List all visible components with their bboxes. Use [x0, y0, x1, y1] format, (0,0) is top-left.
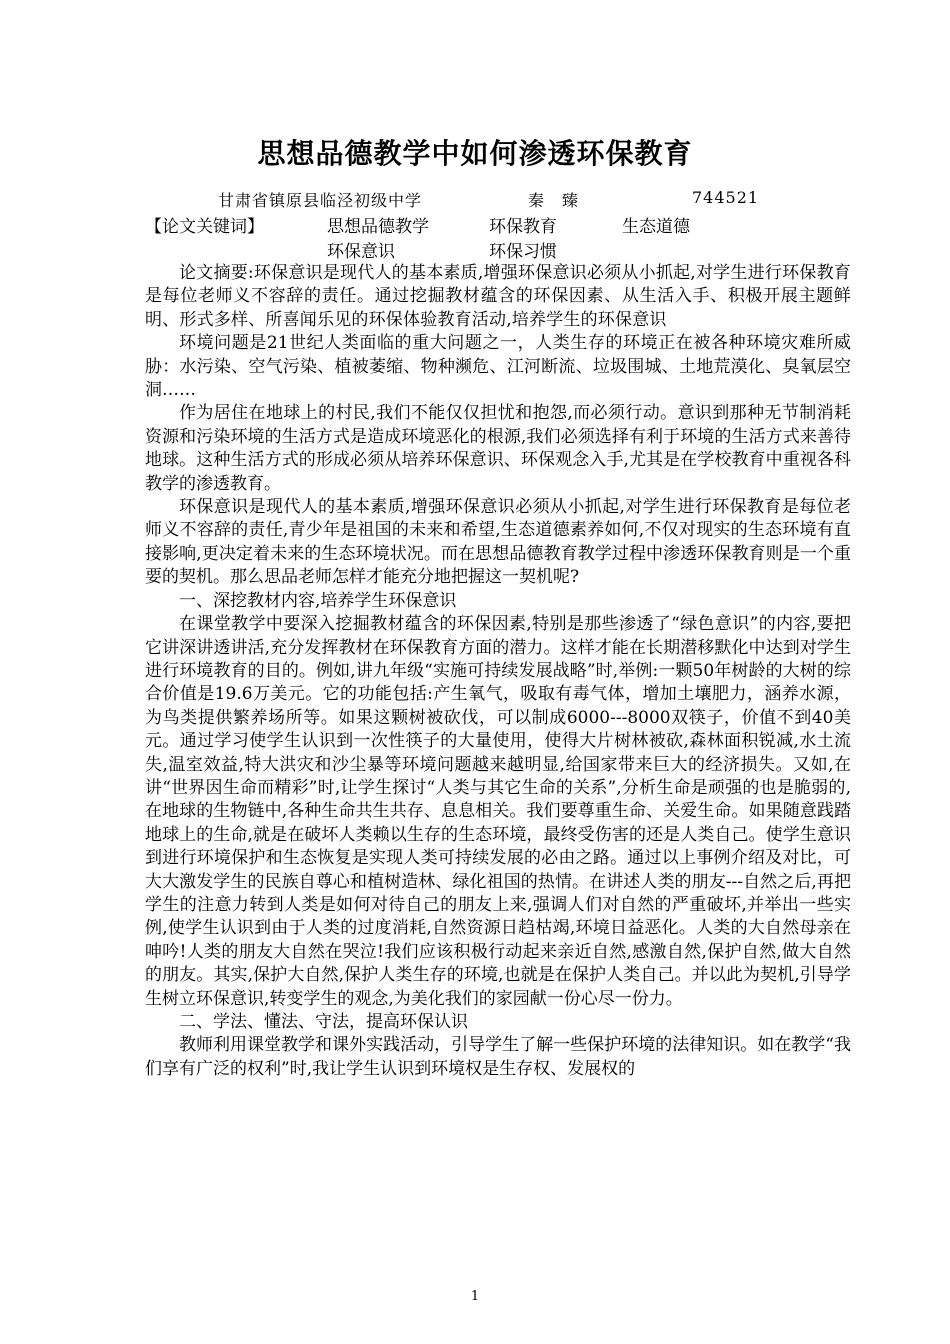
section-heading: 二、学法、懂法、守法，提高环保认识 [179, 1012, 468, 1032]
body-paragraph: 环境问题是21世纪人类面临的重大问题之一，人类生存的环境正在被各种环境灾难所威胁：水污染、空气污染、植被萎缩、物种濒危、江河断流、垃圾围城、土地荒漠化、臭氧层空洞…… [145, 333, 851, 401]
body-paragraph: 环保意识是现代人的基本素质,增强环保意识必须从小抓起,对学生进行环保教育是每位老师义不容辞的责任,青少年是祖国的未来和希望,生态道德素养如何,不仅对现实的生态环境有直接影响,更决定着未来的生态环境状况。而在思想品德教育教学过程中渗透环保教育则是一个重要的契机。那么思品老师怎样才能充分地把握这一契机呢? [145, 497, 851, 588]
body-paragraph: 教师利用课堂教学和课外实践活动，引导学生了解一些保护环境的法律知识。如在教学“我们享有广泛的权利”时,我让学生认识到环境权是生存权、发展权的 [145, 1035, 851, 1079]
page-number: 1 [470, 1289, 480, 1304]
body-paragraph: 在课堂教学中要深入挖掘教材蕴含的环保因素,特别是那些渗透了“绿色意识”的内容,要把它讲深讲透讲活,充分发挥教材在环保教育方面的潜力。这样才能在长期潜移默化中达到对学生进行环境教育的目的。例如,讲九年级“实施可持续发展战略”时,举例:一颗50年树龄的大树的综合价值是19.6万美元。它的功能包括:产生氧气，吸取有毒气体，增加土壤肥力，涵养水源，为鸟类提供繁养场所等。如果这颗树被砍伐，可以制成6000---8000双筷子，价值不到40美元。通过学习使学生认识到一次性筷子的大量使用，使得大片树林被砍,森林面积锐减,水土流失,温室效益,特大洪灾和沙尘暴等环境问题越来越明显,给国家带来巨大的经济损失。又如,在讲“世界因生命而精彩”时,让学生探讨“人类与其它生命的关系”,分析生命是顽强的也是脆弱的,在地球的生物链中,各种生命共生共存、息息相关。我们要尊重生命、关爱生命。如果随意践踏地球上的生命,就是在破坏人类赖以生存的生态环境，最终受伤害的还是人类自己。使学生意识到进行环境保护和生态恢复是实现人类可持续发展的必由之路。通过以上事例介绍及对比，可大大激发学生的民族自尊心和植树造林、绿化祖国的热情。在讲述人类的朋友---自然之后,再把学生的注意力转到人类是如何对待自己的朋友上来,强调人们对自然的严重破坏,并举出一些实例,使学生认识到由于人类的过度消耗,自然资源日趋枯竭,环境日益恶化。人类的大自然母亲在呻吟!人类的朋友大自然在哭泣!我们应该积极行动起来亲近自然,感激自然,保护自然,做大自然的朋友。其实,保护大自然,保护人类生存的环境,也就是在保护人类自己。并以此为契机,引导学生树立环保意识,转变学生的观念,为美化我们的家园献一份心尽一份力。 [145, 614, 851, 1009]
author-postcode: 744521 [692, 188, 760, 207]
keyword-item: 生态道德 [622, 217, 690, 237]
author-name: 秦 臻 [528, 191, 580, 210]
page-title: 思想品德教学中如何渗透环保教育 [257, 137, 693, 170]
article-body [145, 262, 851, 1081]
section-heading: 一、深挖教材内容,培养学生环保意识 [179, 590, 457, 611]
keywords-label: 【论文关键词】 [145, 217, 264, 237]
author-school: 甘肃省镇原县临泾初级中学 [218, 191, 423, 210]
abstract-paragraph: 论文摘要:环保意识是现代人的基本素质,增强环保意识必须从小抓起,对学生进行环保教育是每位老师义不容辞的责任。通过挖掘教材蕴含的环保因素、从生活入手、积极开展主题鲜明、形式多样、所喜闻乐见的环保体验教育活动,培养学生的环保意识 [145, 263, 851, 330]
keyword-item: 环保习惯 [489, 242, 557, 262]
keyword-item: 思想品德教学 [327, 217, 429, 237]
keyword-item: 环保意识 [327, 242, 395, 262]
keyword-item: 环保教育 [489, 217, 557, 237]
body-paragraph: 作为居住在地球上的村民,我们不能仅仅担忧和抱怨,而必须行动。意识到那种无节制消耗资源和污染环境的生活方式是造成环境恶化的根源,我们必须选择有利于环境的生活方式来善待地球。这种生活方式的形成必须从培养环保意识、环保观念入手,尤其是在学校教育中重视各科教学的渗透教育。 [145, 403, 851, 494]
